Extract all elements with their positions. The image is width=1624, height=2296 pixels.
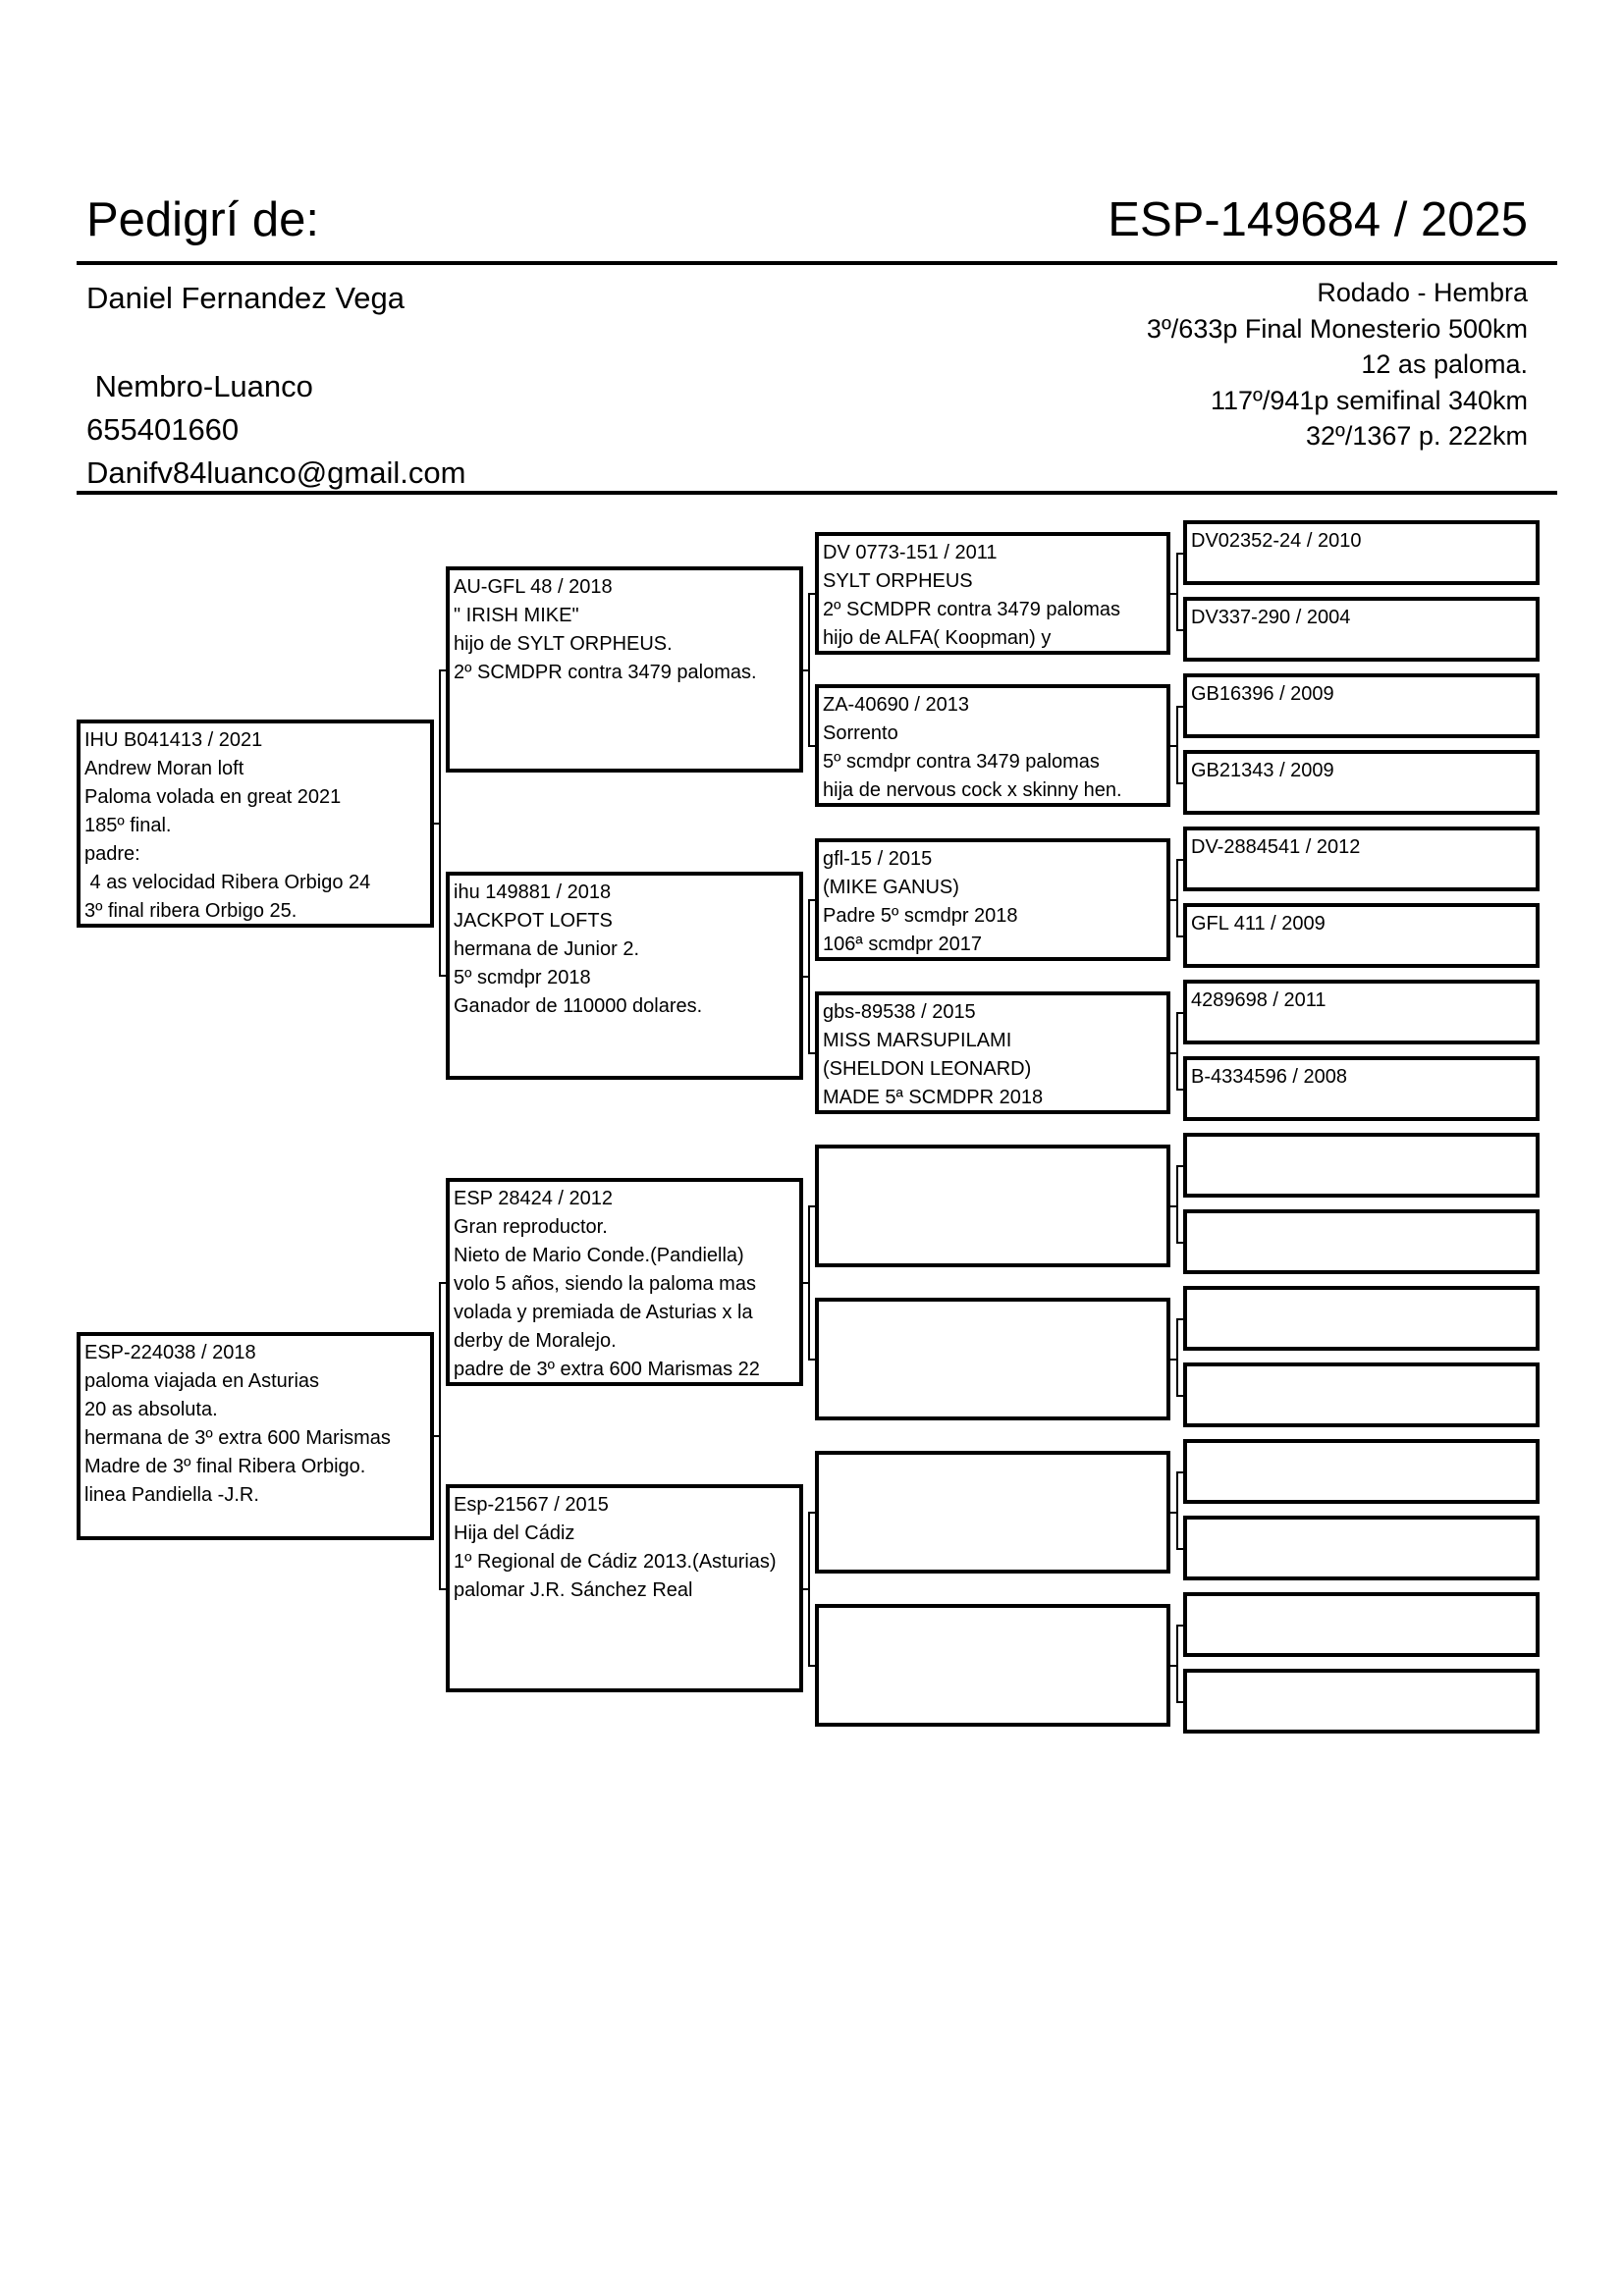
connector-line (439, 669, 441, 977)
info-divider (77, 491, 1557, 495)
pedigree-line: DV 0773-151 / 2011 (823, 542, 998, 563)
great-grandparent-box (815, 1451, 1170, 1574)
pedigree-line: " IRISH MIKE" (454, 605, 579, 626)
great-great-grandparent-box (1183, 1669, 1540, 1734)
father-box (77, 720, 434, 928)
great-grandparent-box (815, 1298, 1170, 1420)
pedigree-line: ESP-224038 / 2018 (84, 1342, 256, 1363)
great-great-grandparent-box (1183, 1439, 1540, 1504)
connector-line (1176, 706, 1183, 708)
great-great-grandparent-box (1183, 903, 1540, 968)
pedigree-line: ihu 149881 / 2018 (454, 881, 612, 903)
great-great-grandparent-box (1183, 1133, 1540, 1198)
pedigree-line: MADE 5ª SCMDPR 2018 (823, 1087, 1044, 1108)
great-grandparent-box (815, 1604, 1170, 1727)
pedigree-line: derby de Moralejo. (454, 1330, 617, 1352)
pedigree-line: ZA-40690 / 2013 (823, 694, 969, 716)
connector-line (808, 1052, 815, 1054)
connector-line (1176, 553, 1178, 631)
connector-line (1176, 859, 1183, 861)
connector-line (808, 1205, 810, 1361)
great-great-grandparent-box (1183, 673, 1540, 738)
connector-line (1176, 1165, 1178, 1244)
pedigree-line: 106ª scmdpr 2017 (823, 934, 982, 955)
pedigree-line: 20 as absoluta. (84, 1399, 218, 1420)
great-great-grandparent-box (1183, 1286, 1540, 1351)
connector-line (808, 1359, 815, 1361)
pedigree-line: gbs-89538 / 2015 (823, 1001, 976, 1023)
connector-line (439, 669, 446, 671)
connector-line (1176, 1395, 1183, 1397)
connector-line (439, 975, 446, 977)
connector-line (1176, 1625, 1178, 1703)
pedigree-line: Gran reproductor. (454, 1216, 608, 1238)
connector-line (1176, 629, 1183, 631)
connector-line (808, 593, 815, 595)
pedigree-line: SYLT ORPHEUS (823, 570, 973, 592)
grandparent-box (446, 872, 803, 1080)
connector-line (1176, 1318, 1183, 1320)
page-title: Pedigrí de: (86, 193, 319, 246)
mother-box (77, 1332, 434, 1540)
pedigree-line: hermana de 3º extra 600 Marismas (84, 1427, 391, 1449)
connector-line (1176, 1471, 1183, 1473)
ring-number: ESP-149684 / 2025 (1108, 193, 1528, 246)
great-grandparent-box (815, 838, 1170, 961)
great-great-grandparent-box (1183, 520, 1540, 585)
pedigree-line: 5º scmdpr 2018 (454, 967, 591, 988)
great-grandparent-box (815, 991, 1170, 1114)
pedigree-line: 1º Regional de Cádiz 2013.(Asturias) (454, 1551, 777, 1573)
great-great-grandparent-box (1183, 750, 1540, 815)
pedigree-line: hijo de SYLT ORPHEUS. (454, 633, 673, 655)
pedigree-line: IHU B041413 / 2021 (84, 729, 263, 751)
pedigree-line: linea Pandiella -J.R. (84, 1484, 259, 1506)
pedigree-line: volo 5 años, siendo la paloma mas (454, 1273, 756, 1295)
connector-line (1176, 1012, 1183, 1014)
pedigree-line: (MIKE GANUS) (823, 877, 959, 898)
connector-line (439, 1282, 441, 1590)
great-great-grandparent-box (1183, 1592, 1540, 1657)
great-grandparent-box (815, 532, 1170, 655)
connector-line (808, 1205, 815, 1207)
pedigree-line: GFL 411 / 2009 (1191, 913, 1326, 934)
connector-line (1176, 1701, 1183, 1703)
pedigree-line: 3º final ribera Orbigo 25. (84, 900, 298, 922)
pedigree-line: 5º scmdpr contra 3479 palomas (823, 751, 1100, 773)
connector-line (1176, 782, 1183, 784)
owner-info (86, 277, 465, 495)
pedigree-line: padre de 3º extra 600 Marismas 22 (454, 1359, 760, 1380)
pedigree-line: 2º SCMDPR contra 3479 palomas. (454, 662, 757, 683)
bird-info-line: Rodado - Hembra (1317, 278, 1528, 307)
owner-phone: 655401660 (86, 412, 240, 447)
pedigree-line: DV337-290 / 2004 (1191, 607, 1351, 628)
owner-location: Nembro-Luanco (86, 369, 313, 403)
pedigree-line: padre: (84, 843, 140, 865)
pedigree-line: hermana de Junior 2. (454, 938, 640, 960)
pedigree-line: (SHELDON LEONARD) (823, 1058, 1032, 1080)
connector-line (808, 1512, 815, 1514)
connector-line (1176, 1089, 1183, 1091)
connector-line (1176, 706, 1178, 784)
pedigree-line: Hija del Cádiz (454, 1522, 575, 1544)
connector-line (1176, 553, 1183, 555)
pedigree-line: AU-GFL 48 / 2018 (454, 576, 613, 598)
pedigree-line: DV-2884541 / 2012 (1191, 836, 1361, 858)
grandparent-box (446, 1484, 803, 1692)
owner-name: Daniel Fernandez Vega (86, 281, 406, 315)
pedigree-line: 4 as velocidad Ribera Orbigo 24 (84, 872, 371, 893)
bird-info-line: 12 as paloma. (1361, 349, 1528, 379)
bird-info (1147, 275, 1528, 454)
pedigree-line: hija de nervous cock x skinny hen. (823, 779, 1122, 801)
pedigree-line: Esp-21567 / 2015 (454, 1494, 609, 1516)
connector-line (808, 1665, 815, 1667)
connector-line (1176, 1548, 1183, 1550)
pedigree-line: ESP 28424 / 2012 (454, 1188, 613, 1209)
grandparent-box (446, 1178, 803, 1386)
grandparent-box (446, 566, 803, 773)
pedigree-line: MISS MARSUPILAMI (823, 1030, 1012, 1051)
pedigree-line: Madre de 3º final Ribera Orbigo. (84, 1456, 366, 1477)
great-great-grandparent-box (1183, 827, 1540, 891)
connector-line (439, 1282, 446, 1284)
pedigree-line: 2º SCMDPR contra 3479 palomas (823, 599, 1120, 620)
pedigree-line: paloma viajada en Asturias (84, 1370, 320, 1392)
pedigree-line: B-4334596 / 2008 (1191, 1066, 1348, 1088)
great-grandparent-box (815, 684, 1170, 807)
pedigree-line: Paloma volada en great 2021 (84, 786, 342, 808)
connector-line (1176, 1471, 1178, 1550)
pedigree-line: gfl-15 / 2015 (823, 848, 933, 870)
connector-line (1176, 1165, 1183, 1167)
pedigree-line: Andrew Moran loft (84, 758, 244, 779)
connector-line (808, 1512, 810, 1667)
great-great-grandparent-box (1183, 980, 1540, 1044)
pedigree-line: 4289698 / 2011 (1191, 989, 1326, 1011)
pedigree-line: GB21343 / 2009 (1191, 760, 1334, 781)
bird-info-line: 32º/1367 p. 222km (1305, 421, 1528, 451)
pedigree-line: volada y premiada de Asturias x la (454, 1302, 753, 1323)
connector-line (1176, 1318, 1178, 1397)
great-great-grandparent-box (1183, 1209, 1540, 1274)
connector-line (1176, 859, 1178, 937)
pedigree-line: Nieto de Mario Conde.(Pandiella) (454, 1245, 744, 1266)
connector-line (1176, 1242, 1183, 1244)
pedigree-line: GB16396 / 2009 (1191, 683, 1334, 705)
great-grandparent-box (815, 1145, 1170, 1267)
pedigree-line: Sorrento (823, 722, 898, 744)
connector-line (1176, 1625, 1183, 1627)
pedigree-line: palomar J.R. Sánchez Real (454, 1579, 693, 1601)
pedigree-line: Padre 5º scmdpr 2018 (823, 905, 1018, 927)
bird-info-line: 117º/941p semifinal 340km (1210, 385, 1528, 415)
pedigree-line: 185º final. (84, 815, 172, 836)
owner-email[interactable]: Danifv84luanco@gmail.com (86, 455, 466, 490)
pedigree-line: Ganador de 110000 dolares. (454, 995, 703, 1017)
connector-line (808, 899, 815, 901)
pedigree-line: JACKPOT LOFTS (454, 910, 613, 932)
connector-line (1176, 1012, 1178, 1091)
bird-info-line: 3º/633p Final Monesterio 500km (1146, 313, 1528, 344)
header-divider (77, 261, 1557, 265)
connector-line (808, 745, 815, 747)
pedigree-line: hijo de ALFA( Koopman) y (823, 627, 1052, 649)
great-great-grandparent-box (1183, 1056, 1540, 1121)
connector-line (808, 593, 810, 747)
great-great-grandparent-box (1183, 597, 1540, 662)
connector-line (439, 1588, 446, 1590)
pedigree-line: DV02352-24 / 2010 (1191, 530, 1362, 552)
connector-line (808, 899, 810, 1054)
connector-line (1176, 935, 1183, 937)
great-great-grandparent-box (1183, 1516, 1540, 1580)
great-great-grandparent-box (1183, 1362, 1540, 1427)
